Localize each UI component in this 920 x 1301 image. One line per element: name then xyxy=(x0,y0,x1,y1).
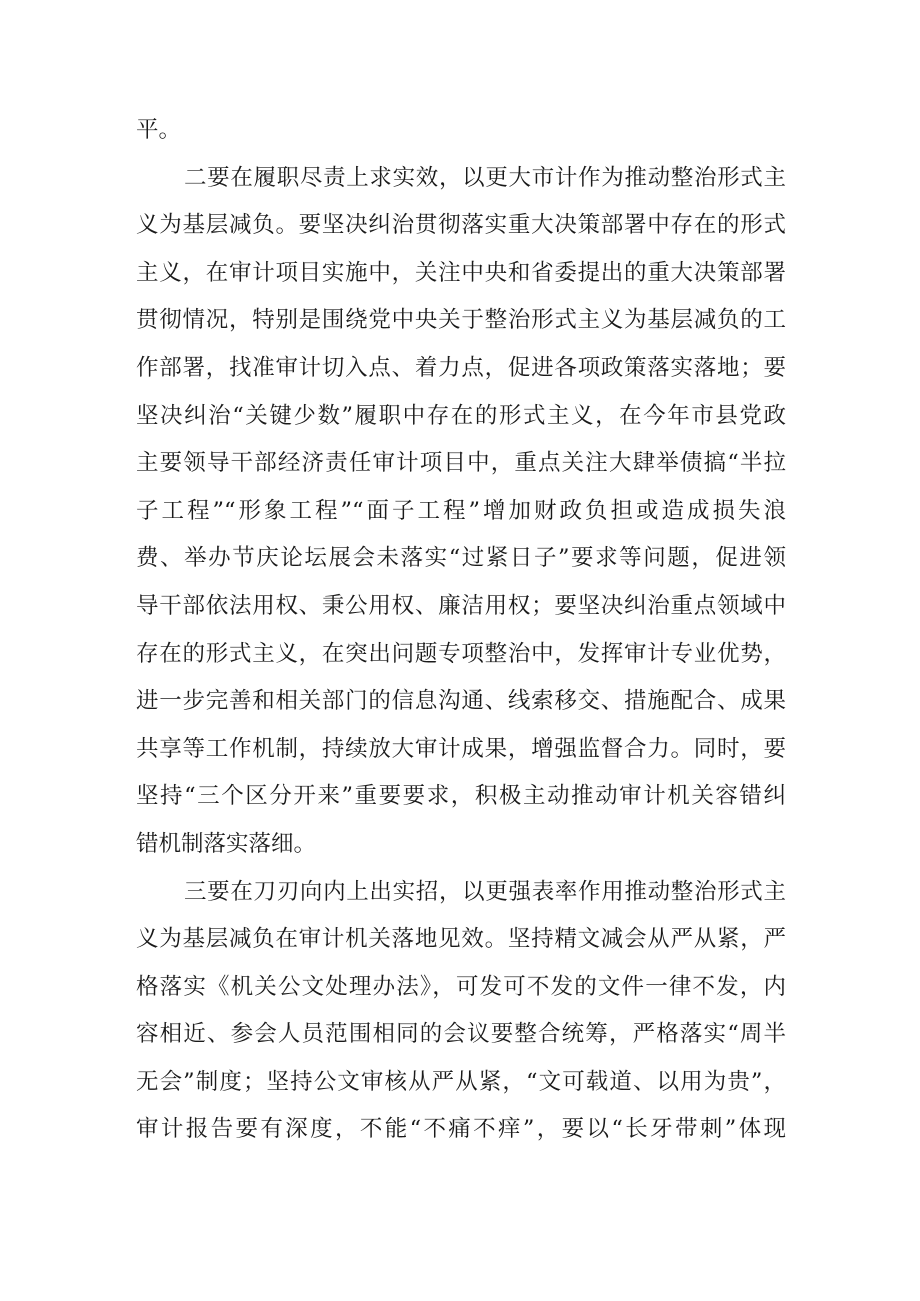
text-line: 错机制落实落细。 xyxy=(136,830,317,857)
text-line: 义为基层减负。要坚决纠治贯彻落实重大决策部署中存在的形式 xyxy=(136,212,786,239)
text-line: 平。 xyxy=(136,117,182,143)
text-line: 进一步完善和相关部门的信息沟通、线索移交、措施配合、成果 xyxy=(136,688,786,715)
text-line: 存在的形式主义，在突出问题专项整治中，发挥审计专业优势， xyxy=(136,640,786,667)
text-line: 费、举办节庆论坛展会未落实“过紧日子”要求等问题，促进领 xyxy=(136,545,786,572)
document-body xyxy=(136,107,786,1154)
text-line: 导干部依法用权、秉公用权、廉洁用权；要坚决纠治重点领域中 xyxy=(136,592,786,619)
text-line: 主义，在审计项目实施中，关注中央和省委提出的重大决策部署 xyxy=(136,259,786,286)
text-line: 主要领导干部经济责任审计项目中，重点关注大肆举债搞“半拉 xyxy=(136,450,786,477)
text-line: 义为基层减负在审计机关落地见效。坚持精文减会从严从紧，严 xyxy=(136,926,786,953)
paragraph-3 xyxy=(136,869,786,1155)
paragraph-fragment xyxy=(136,107,786,155)
text-line: 子工程”“形象工程”“面子工程”增加财政负担或造成损失浪 xyxy=(136,497,786,524)
text-line: 坚持“三个区分开来”重要要求，积极主动推动审计机关容错纠 xyxy=(136,783,786,810)
text-line: 格落实《机关公文处理办法》，可发可不发的文件一律不发，内 xyxy=(136,973,786,1000)
paragraph-2 xyxy=(136,155,786,869)
text-line: 贯彻情况，特别是围绕党中央关于整治形式主义为基层减负的工 xyxy=(136,307,786,334)
text-line: 容相近、参会人员范围相同的会议要整合统筹，严格落实“周半 xyxy=(136,1021,786,1048)
text-line: 审计报告要有深度，不能“不痛不痒”，要以“长牙带刺”体现 xyxy=(136,1116,786,1143)
text-line: 作部署，找准审计切入点、着力点，促进各项政策落实落地；要 xyxy=(136,354,786,381)
text-line: 三要在刀刃向内上出实招，以更强表率作用推动整治形式主 xyxy=(184,878,786,905)
text-line: 坚决纠治“关键少数”履职中存在的形式主义，在今年市县党政 xyxy=(136,402,786,429)
text-line: 无会”制度；坚持公文审核从严从紧，“文可载道、以用为贵”， xyxy=(136,1068,786,1095)
text-line: 二要在履职尽责上求实效，以更大市计作为推动整治形式主 xyxy=(184,164,786,191)
text-line: 共享等工作机制，持续放大审计成果，增强监督合力。同时，要 xyxy=(136,735,786,762)
